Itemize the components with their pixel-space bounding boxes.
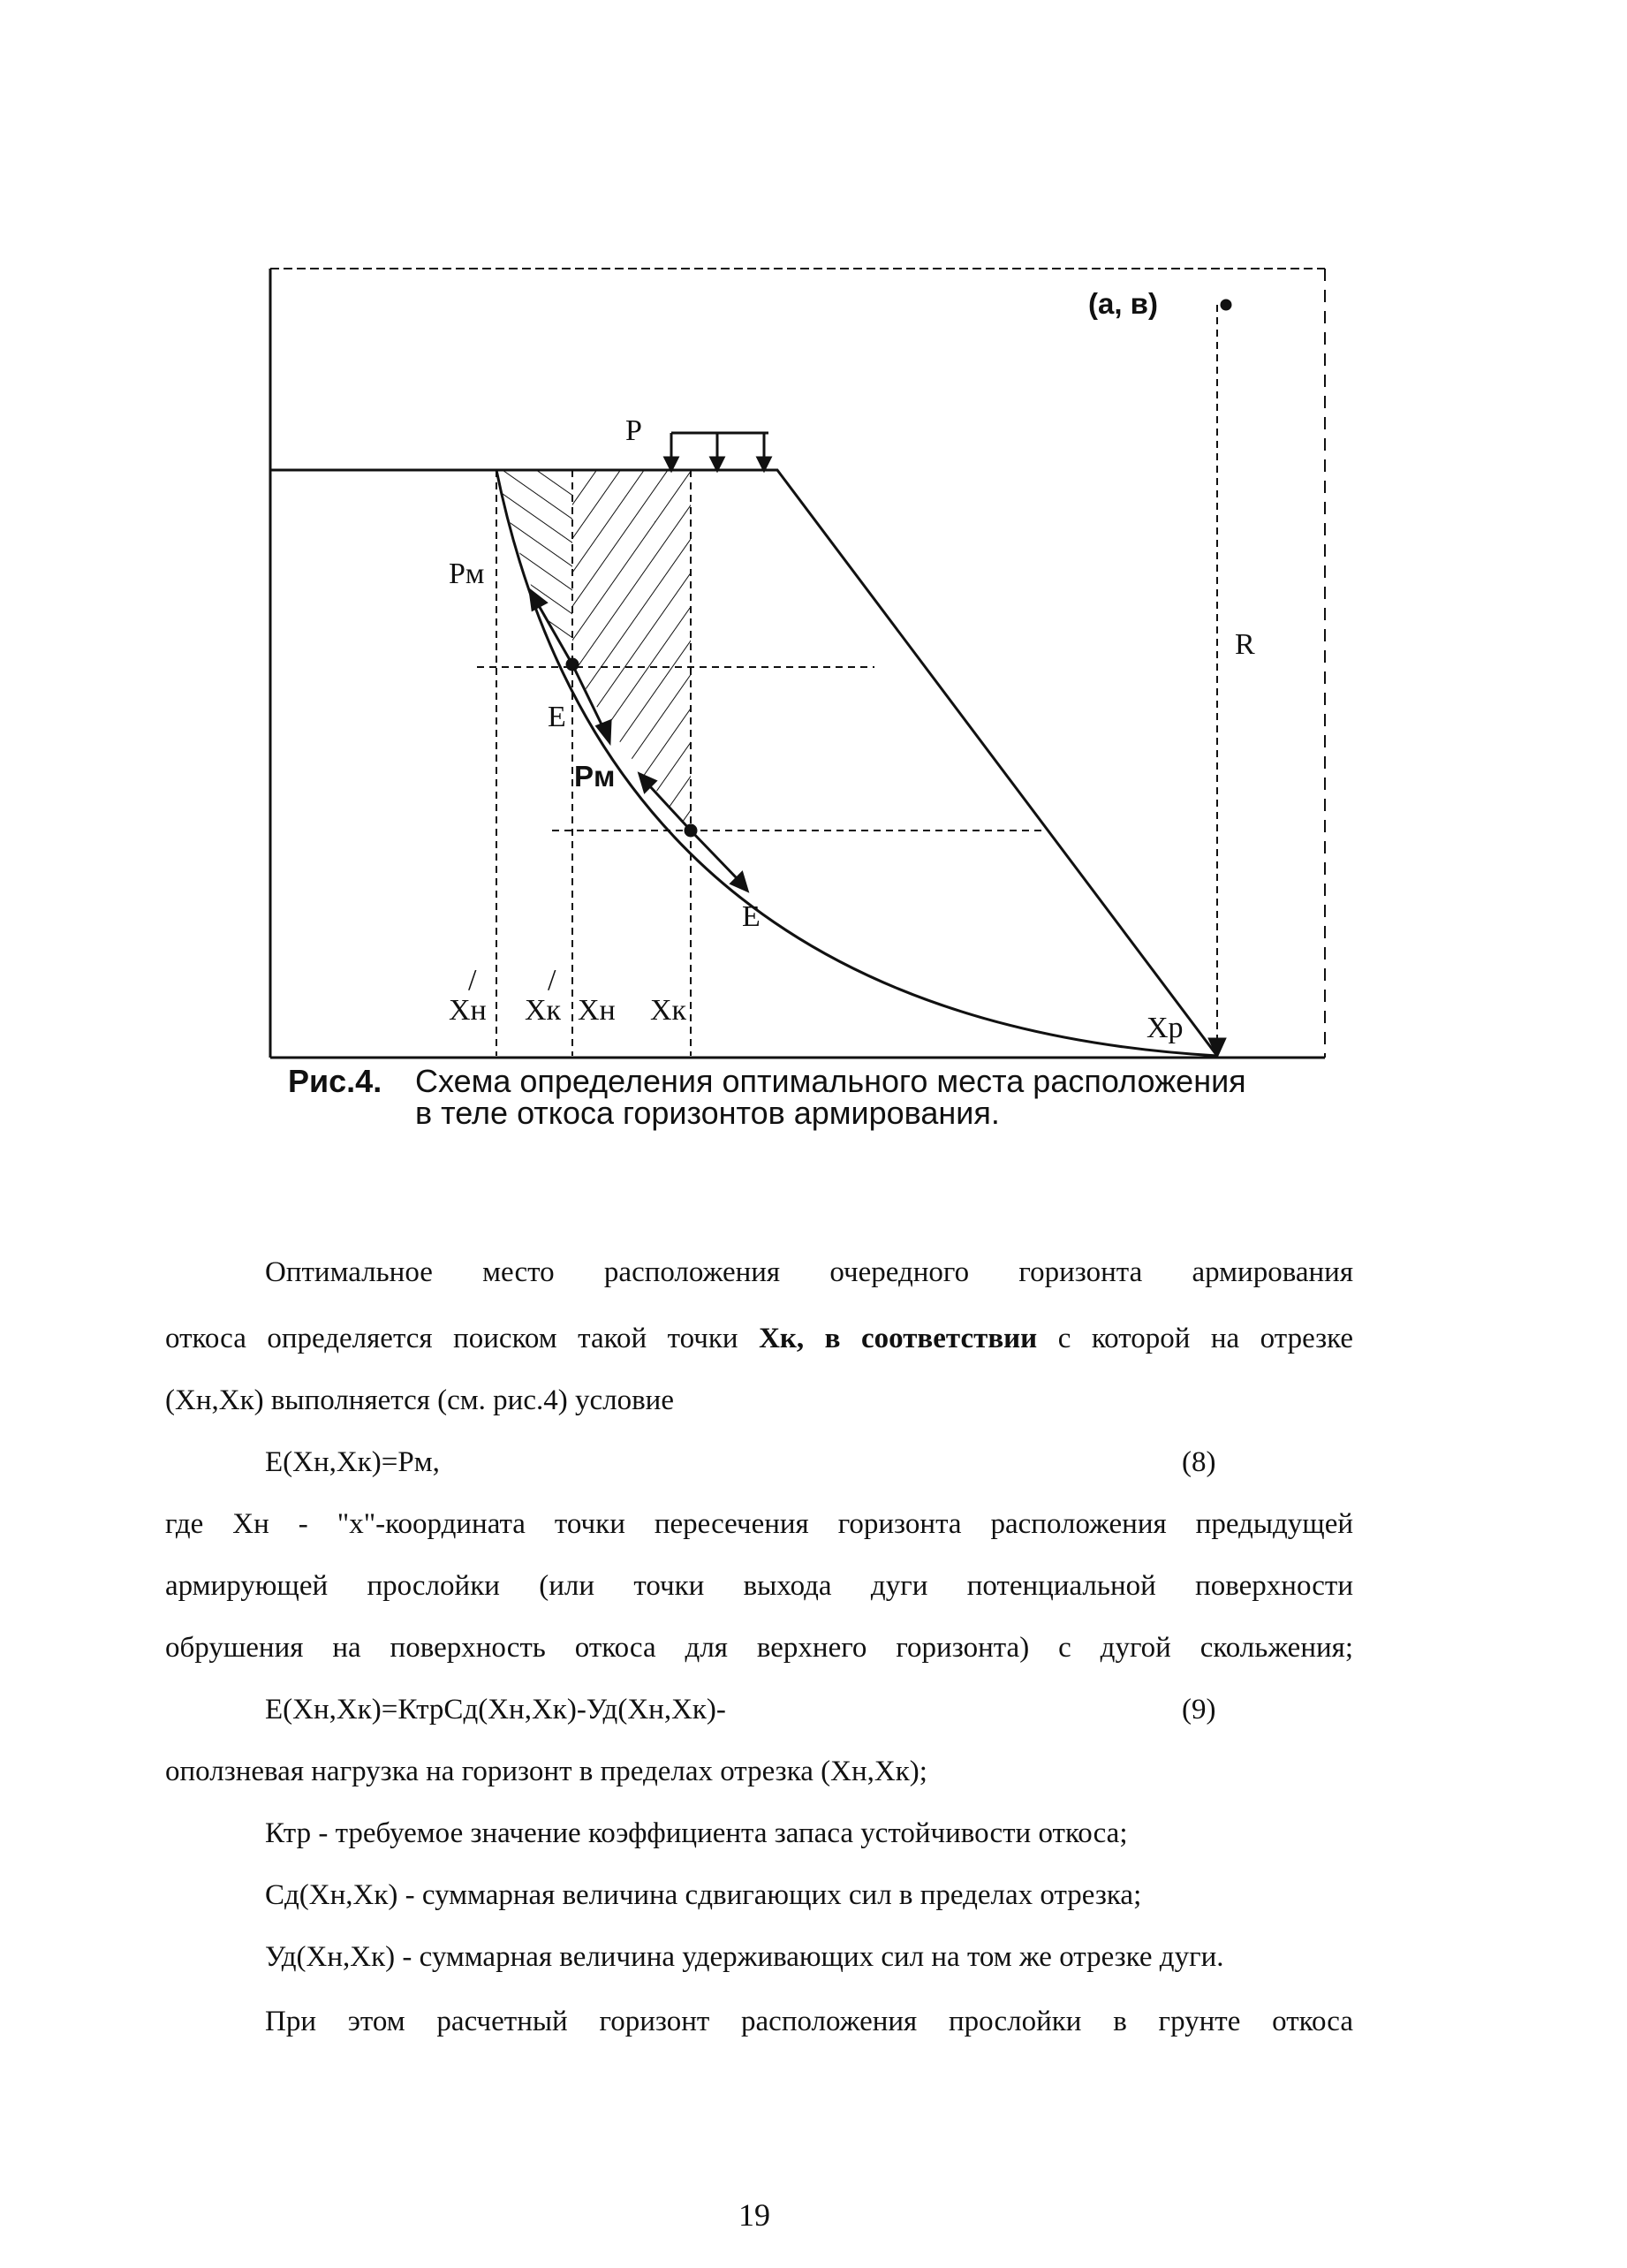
- distributed-load-p: [665, 433, 770, 470]
- caption-line-1: Схема определения оптимального места расположения: [415, 1063, 1246, 1099]
- page-number: 19: [738, 2197, 770, 2233]
- paragraph-2-line-1: где Хн - "х"-координата точки пересечения горизонта расположения предыдущей: [165, 1508, 1353, 1540]
- equation-9: Е(Хн,Хк)=КтрСд(Хн,Хк)-Уд(Хн,Хк)-: [265, 1694, 726, 1726]
- paragraph-2-line-2: армирующей прослойки (или точки выхода дуги потенциальной поверхности: [165, 1570, 1353, 1602]
- p1-line2-part-b: Хк, в соответствии: [759, 1323, 1038, 1354]
- definition-ktr: Ктр - требуемое значение коэффициента запаса устойчивости откоса;: [265, 1817, 1128, 1849]
- paragraph-3-line-1: оползневая нагрузка на горизонт в пределах отрезка (Хн,Хк);: [165, 1756, 927, 1787]
- paragraph-4-line-1: При этом расчетный горизонт расположения прослойки в грунте откоса: [265, 2006, 1353, 2037]
- load-label: P: [625, 414, 642, 447]
- figure-frame: [270, 269, 1325, 1058]
- slope-profile: [270, 470, 1217, 1056]
- paragraph-1-line-2: [165, 1321, 1353, 1356]
- xn-prime-label: Хн: [449, 994, 487, 1027]
- xn-prime-mark: /: [468, 964, 477, 997]
- pm-label-lower: Рм: [574, 760, 616, 793]
- equation-9-number: (9): [1182, 1694, 1216, 1726]
- center-label: (а, в): [1088, 287, 1158, 320]
- e-label-lower: Е: [742, 900, 761, 933]
- equation-8-number: (8): [1182, 1446, 1216, 1478]
- xn-label: Хн: [578, 994, 616, 1027]
- radius-arrow: [1208, 300, 1231, 1058]
- e-label-upper: Е: [548, 701, 566, 733]
- definition-ud: Уд(Хн,Хк) - суммарная величина удерживающих сил на том же отрезке дуги.: [265, 1941, 1224, 1973]
- pm-label-upper: Рм: [449, 558, 485, 590]
- paragraph-1-line-1: Оптимальное место расположения очередного горизонта армирования: [265, 1256, 1353, 1288]
- figure-caption-text: [415, 1063, 1298, 1131]
- p1-line2-part-a: откоса определяется поиском такой точки: [165, 1323, 738, 1354]
- paragraph-2-line-3: обрушения на поверхность откоса для верхнего горизонта) с дугой скольжения;: [165, 1632, 1353, 1664]
- p1-line2-part-c: с которой на отрезке: [1057, 1323, 1354, 1354]
- definition-sd: Сд(Хн,Хк) - суммарная величина сдвигающих сил в пределах отрезка;: [265, 1879, 1142, 1911]
- equation-8: Е(Хн,Хк)=Рм,: [265, 1446, 440, 1478]
- caption-line-2: в теле откоса горизонтов армирования.: [415, 1095, 1000, 1131]
- radius-label: R: [1235, 628, 1255, 661]
- xk-prime-label: Хк: [525, 994, 562, 1027]
- figure-caption-label: Рис.4.: [288, 1063, 382, 1099]
- paragraph-1-line-3: (Хн,Хк) выполняется (см. рис.4) условие: [165, 1384, 674, 1416]
- xk-prime-mark: /: [548, 964, 556, 997]
- xp-label: Хр: [1146, 1012, 1184, 1044]
- xk-label: Хк: [650, 994, 687, 1027]
